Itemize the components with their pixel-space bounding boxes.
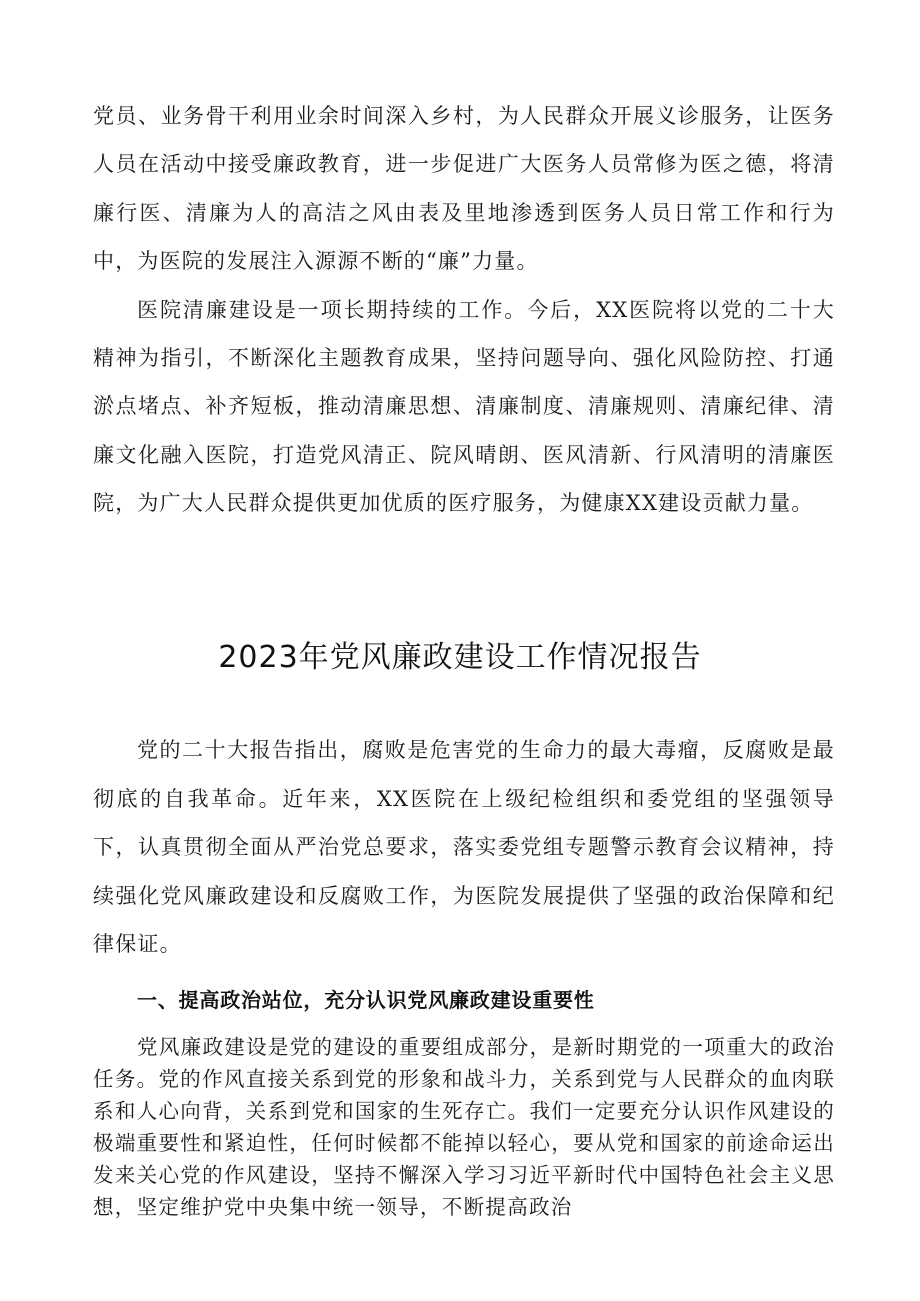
report-title: 2023年党风廉政建设工作情况报告 xyxy=(218,640,702,675)
report-intro-paragraph: 党的二十大报告指出，腐败是危害党的生命力的最大毒瘤，反腐败是最彻底的自我革命。近年来，XX医院在上级纪检组织和委党组的坚强领导下，认真贯彻全面从严治党总要求，落实委党组专题警示教育会议精神，持续强化党风廉政建设和反腐败工作，为医院发展提供了坚强的政治保障和纪律保证。 xyxy=(93,738,835,957)
section-paragraph: 党风廉政建设是党的建设的重要组成部分，是新时期党的一项重大的政治任务。党的作风直接关系到党的形象和战斗力，关系到党与人民群众的血肉联系和人心向背，关系到党和国家的生死存亡。我们一定要充分认识作风建设的极端重要性和紧迫性，任何时候都不能掉以轻心，要从党和国家的前途命运出发来关心党的作风建设，坚持不懈深入学习习近平新时代中国特色社会主义思想，坚定维护党中央集中统一领导，不断提高政治 xyxy=(93,1035,835,1219)
section-heading: 一、提高政治站位，充分认识党风廉政建设重要性 xyxy=(137,988,595,1012)
closing-paragraph: 医院清廉建设是一项长期持续的工作。今后，XX医院将以党的二十大精神为指引，不断深化主题教育成果，坚持问题导向、强化风险防控、打通淤点堵点、补齐短板，推动清廉思想、清廉制度、清廉规则、清廉纪律、清廉文化融入医院，打造党风清正、院风晴朗、医风清新、行风清明的清廉医院，为广大人民群众提供更加优质的医疗服务，为健康XX建设贡献力量。 xyxy=(93,298,835,515)
continued-paragraph: 党员、业务骨干利用业余时间深入乡村，为人民群众开展义诊服务，让医务人员在活动中接受廉政教育，进一步促进广大医务人员常修为医之德，将清廉行医、清廉为人的高洁之风由表及里地渗透到医务人员日常工作和行为中，为医院的发展注入源源不断的“廉”力量。 xyxy=(93,104,835,274)
